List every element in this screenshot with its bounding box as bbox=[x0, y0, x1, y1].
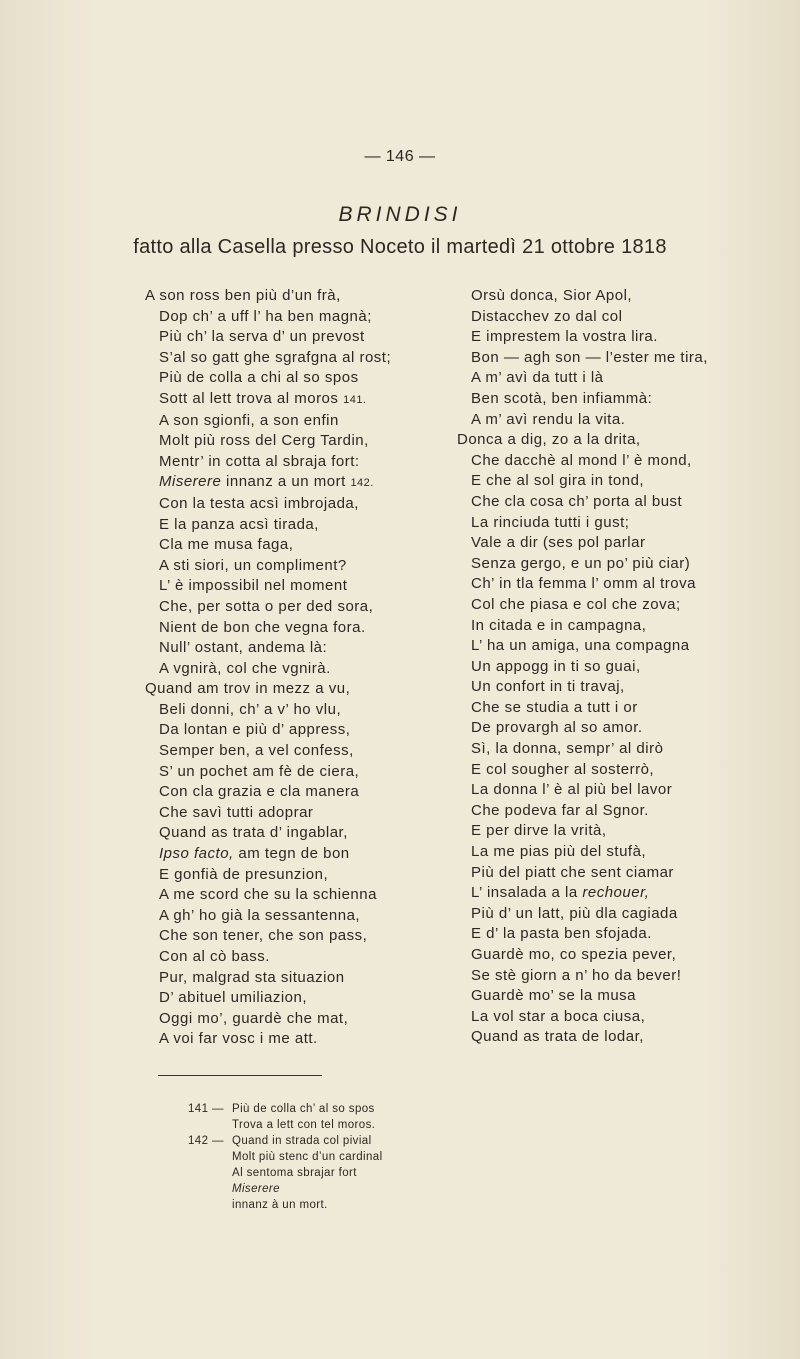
verse-text: Senza gergo, e un po’ più ciar) bbox=[471, 554, 691, 572]
verse-line bbox=[145, 659, 470, 680]
verse-text: Nient de bon che vegna fora. bbox=[159, 618, 366, 636]
verse-line bbox=[457, 492, 787, 513]
footnote bbox=[188, 1101, 383, 1133]
footnote-line bbox=[232, 1181, 383, 1213]
footnote-number: 141 — bbox=[188, 1103, 224, 1115]
verse-line bbox=[457, 739, 787, 760]
verse-line bbox=[145, 803, 470, 824]
verse-line bbox=[145, 286, 470, 307]
verse-line bbox=[457, 986, 787, 1007]
verse-line bbox=[145, 472, 470, 494]
verse-text: D’ abituel umiliazion, bbox=[159, 989, 308, 1007]
verse-line bbox=[457, 801, 787, 822]
verse-line bbox=[457, 307, 787, 328]
verse-text: La vol star a boca ciusa, bbox=[471, 1007, 646, 1025]
left-verse-column bbox=[145, 286, 470, 1050]
verse-text: E col sougher al sosterrò, bbox=[471, 760, 655, 778]
verse-line bbox=[457, 574, 787, 595]
verse-text: A me scord che su la schienna bbox=[159, 886, 377, 904]
verse-text: Mentr’ in cotta al sbraja fort: bbox=[159, 452, 360, 470]
verse-text: Ben scotà, ben infiammà: bbox=[471, 389, 653, 407]
verse-line bbox=[457, 657, 787, 678]
footnote-divider bbox=[158, 1075, 322, 1076]
verse-line bbox=[145, 431, 470, 452]
verse-line bbox=[457, 286, 787, 307]
verse-line bbox=[145, 700, 470, 721]
verse-line bbox=[457, 821, 787, 842]
verse-text: A son sgionfi, a son enfin bbox=[159, 411, 339, 429]
verse-text: Che se studia a tutt i or bbox=[471, 698, 638, 716]
verse-text: Cla me musa faga, bbox=[159, 536, 294, 554]
verse-text: E imprestem la vostra lira. bbox=[471, 328, 658, 346]
verse-line bbox=[145, 679, 470, 700]
footnote-line: Trova a lett con tel moros. bbox=[232, 1119, 376, 1131]
verse-line bbox=[145, 389, 470, 411]
verse-text: rechouer, bbox=[582, 884, 650, 902]
verse-line bbox=[457, 760, 787, 781]
verse-line bbox=[145, 885, 470, 906]
verse-text: Un confort in ti travaj, bbox=[471, 678, 625, 696]
footnote-reference: 141. bbox=[343, 393, 367, 406]
verse-line bbox=[145, 823, 470, 844]
verse-text: Che cla cosa ch’ porta al bust bbox=[471, 492, 683, 510]
verse-line bbox=[457, 451, 787, 472]
verse-line bbox=[457, 513, 787, 534]
poem-subtitle: fatto alla Casella presso Noceto il martedì 21 ottobre 1818 bbox=[133, 236, 667, 258]
verse-text: Quand as trata d’ ingablar, bbox=[159, 824, 348, 842]
verse-line bbox=[457, 533, 787, 554]
footnote-line: Quand in strada col pivial bbox=[232, 1135, 372, 1147]
verse-text: A son ross ben più d’un frà, bbox=[145, 287, 341, 304]
verse-line bbox=[457, 718, 787, 739]
verse-text: Che dacchè al mond l’ è mond, bbox=[471, 451, 692, 469]
verse-line bbox=[145, 906, 470, 927]
verse-line bbox=[145, 327, 470, 348]
footnote-line: Più de colla ch’ al so spos bbox=[232, 1103, 375, 1115]
verse-text: S’ un pochet am fè de ciera, bbox=[159, 762, 360, 780]
page-number: — 146 — bbox=[364, 148, 436, 165]
verse-line bbox=[145, 535, 470, 556]
verse-text: La donna l’ è al più bel lavor bbox=[471, 781, 673, 799]
verse-line bbox=[145, 515, 470, 536]
verse-line bbox=[457, 677, 787, 698]
verse-line bbox=[457, 368, 787, 389]
poem-title: BRINDISI bbox=[338, 203, 462, 226]
verse-text: Ch’ in tla femma l’ omm al trova bbox=[471, 575, 696, 593]
verse-line bbox=[145, 720, 470, 741]
verse-text: Null’ ostant, andema là: bbox=[159, 639, 328, 657]
footnote-text bbox=[232, 1101, 375, 1133]
verse-text: am tegn de bon bbox=[233, 845, 350, 863]
verse-text: Guardè mo’ se la musa bbox=[471, 987, 637, 1005]
verse-text: Bon — agh son — l’ester me tira, bbox=[471, 348, 708, 366]
verse-text: Con al cò bass. bbox=[159, 948, 270, 965]
verse-text: La me pias più del stufà, bbox=[471, 843, 647, 861]
verse-line bbox=[145, 988, 470, 1009]
verse-text: A vgnirà, col che vgnirà. bbox=[159, 659, 331, 677]
verse-line bbox=[145, 968, 470, 989]
verse-text: S’al so gatt ghe sgrafgna al rost; bbox=[159, 348, 392, 366]
verse-line bbox=[145, 1009, 470, 1030]
verse-text: A m’ avì da tutt i là bbox=[471, 369, 604, 387]
verse-line bbox=[457, 1007, 787, 1028]
footnotes bbox=[188, 1101, 383, 1213]
verse-line bbox=[145, 494, 470, 515]
verse-text: Più ch’ la serva d’ un prevost bbox=[159, 328, 365, 346]
verse-text: E la panza acsì tirada, bbox=[159, 515, 319, 533]
verse-text: Che son tener, che son pass, bbox=[159, 927, 368, 945]
verse-text: Che podeva far al Sgnor. bbox=[471, 801, 649, 819]
verse-line bbox=[145, 576, 470, 597]
verse-line bbox=[145, 844, 470, 865]
verse-line bbox=[145, 741, 470, 762]
verse-text: Un appogg in ti so guai, bbox=[471, 657, 641, 675]
verse-line bbox=[145, 1029, 470, 1050]
verse-text: Donca a dig, zo a la drita, bbox=[457, 431, 641, 449]
verse-text: Orsù donca, Sior Apol, bbox=[471, 287, 633, 304]
verse-line bbox=[457, 471, 787, 492]
verse-line bbox=[145, 926, 470, 947]
verse-text: Da lontan e più d’ appress, bbox=[159, 721, 351, 739]
verse-line bbox=[145, 762, 470, 783]
verse-line bbox=[457, 327, 787, 348]
verse-text: E per dirve la vrità, bbox=[471, 822, 607, 840]
verse-line bbox=[457, 348, 787, 369]
verse-text: A voi far vosc i me att. bbox=[159, 1030, 318, 1048]
right-verse-column bbox=[457, 286, 787, 1048]
footnote-reference: 142. bbox=[350, 477, 374, 490]
verse-text: Che savì tutti adoprar bbox=[159, 803, 314, 821]
verse-line bbox=[457, 554, 787, 575]
verse-text: Oggi mo’, guardè che mat, bbox=[159, 1009, 349, 1027]
verse-line bbox=[145, 597, 470, 618]
verse-text: Con cla grazia e cla manera bbox=[159, 783, 360, 801]
verse-line bbox=[145, 368, 470, 389]
verse-text: La rinciuda tutti i gust; bbox=[471, 513, 630, 531]
verse-text: Dop ch’ a uff l’ ha ben magnà; bbox=[159, 307, 372, 325]
verse-text: E gonfià de presunzion, bbox=[159, 865, 329, 883]
verse-line bbox=[457, 616, 787, 637]
verse-text: Quand as trata de lodar, bbox=[471, 1028, 644, 1046]
footnote-line: Molt più stenc d’un cardinal bbox=[232, 1151, 383, 1163]
verse-text: Guardè mo, co spezia pever, bbox=[471, 946, 677, 963]
verse-line bbox=[457, 636, 787, 657]
verse-text: Che, per sotta o per ded sora, bbox=[159, 597, 374, 615]
verse-line bbox=[145, 947, 470, 968]
verse-text: Più d’ un latt, più dla cagiada bbox=[471, 904, 678, 922]
verse-line bbox=[145, 618, 470, 639]
verse-text: L’ ha un amiga, una compagna bbox=[471, 637, 690, 655]
verse-text: Con la testa acsì imbrojada, bbox=[159, 494, 359, 512]
verse-line bbox=[457, 410, 787, 431]
verse-text: A m’ avì rendu la vita. bbox=[471, 410, 626, 428]
verse-line bbox=[457, 966, 787, 987]
verse-text: innanz a un mort bbox=[221, 473, 351, 491]
verse-text: Molt più ross del Cerg Tardin, bbox=[159, 432, 369, 450]
verse-text: Sott al lett trova al moros bbox=[159, 389, 344, 407]
verse-text: Vale a dir (ses pol parlar bbox=[471, 534, 646, 552]
verse-text: Distacchev zo dal col bbox=[471, 307, 623, 325]
footnote-number: 142 — bbox=[188, 1135, 224, 1147]
footnote-text bbox=[232, 1133, 383, 1213]
verse-line bbox=[457, 1027, 787, 1048]
verse-line bbox=[457, 924, 787, 945]
verse-text: Pur, malgrad sta situazion bbox=[159, 968, 345, 986]
verse-text: Semper ben, a vel confess, bbox=[159, 742, 354, 760]
verse-text: Col che piasa e col che zova; bbox=[471, 595, 681, 613]
verse-line bbox=[145, 556, 470, 577]
verse-line bbox=[145, 638, 470, 659]
footnote-italic: Miserere bbox=[232, 1183, 280, 1195]
verse-line bbox=[145, 411, 470, 432]
verse-line bbox=[457, 698, 787, 719]
verse-line bbox=[457, 863, 787, 884]
verse-text: Miserere bbox=[159, 473, 222, 491]
verse-text: Più del piatt che sent ciamar bbox=[471, 863, 674, 881]
verse-line bbox=[457, 904, 787, 925]
verse-text: E d’ la pasta ben sfojada. bbox=[471, 925, 652, 943]
verse-text: De provargh al so amor. bbox=[471, 719, 643, 737]
verse-line bbox=[145, 782, 470, 803]
verse-line bbox=[457, 945, 787, 966]
verse-line bbox=[457, 842, 787, 863]
verse-line bbox=[457, 780, 787, 801]
verse-text: L’ è impossibil nel moment bbox=[159, 577, 348, 595]
verse-line bbox=[457, 595, 787, 616]
verse-line bbox=[145, 865, 470, 886]
verse-text: Beli donni, ch’ a v’ ho vlu, bbox=[159, 700, 342, 718]
footnote bbox=[188, 1133, 383, 1213]
verse-line bbox=[145, 307, 470, 328]
verse-text: In citada e in campagna, bbox=[471, 616, 647, 634]
verse-text: A sti siori, un compliment? bbox=[159, 556, 347, 574]
verse-line bbox=[145, 348, 470, 369]
verse-text: Quand am trov in mezz a vu, bbox=[145, 680, 351, 698]
verse-text: Più de colla a chi al so spos bbox=[159, 369, 359, 387]
verse-text: Ipso facto, bbox=[159, 845, 234, 863]
verse-line bbox=[457, 389, 787, 410]
verse-text: E che al sol gira in tond, bbox=[471, 472, 645, 490]
verse-line bbox=[457, 883, 787, 904]
verse-line bbox=[145, 452, 470, 473]
verse-text: Se stè giorn a n’ ho da bever! bbox=[471, 966, 682, 984]
verse-text: L’ insalada a la bbox=[471, 884, 583, 902]
verse-text: A gh’ ho già la sessantenna, bbox=[159, 906, 361, 924]
footnote-fragment: innanz à un mort. bbox=[232, 1199, 328, 1211]
verse-text: Sì, la donna, sempr’ al dirò bbox=[471, 740, 664, 758]
verse-line bbox=[457, 430, 787, 451]
footnote-line: Al sentoma sbrajar fort bbox=[232, 1167, 357, 1179]
